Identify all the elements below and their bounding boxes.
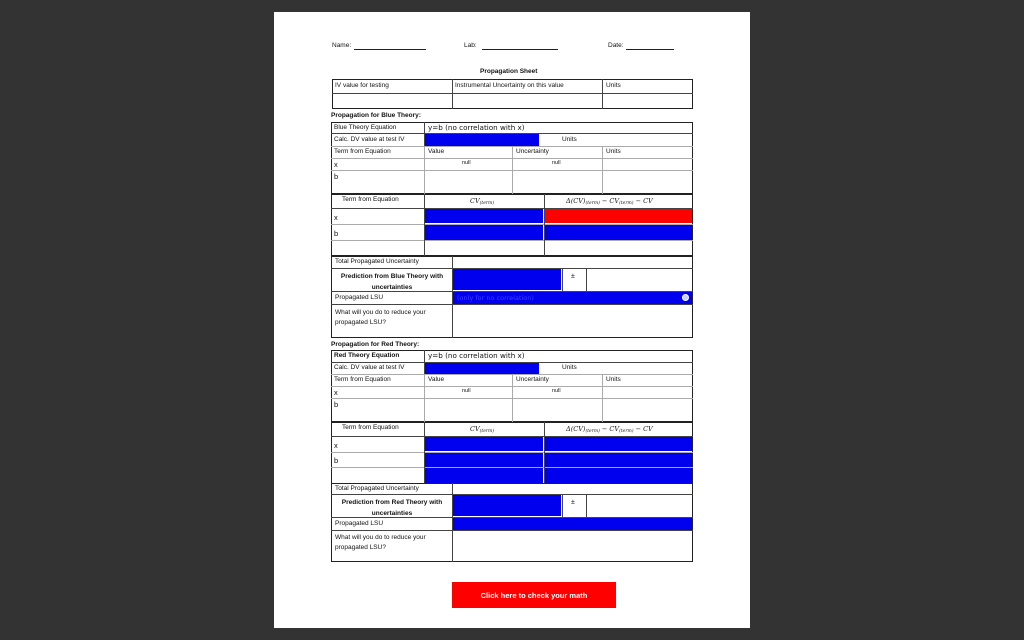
chevron-down-icon[interactable] — [682, 294, 689, 301]
iv-units-input[interactable] — [603, 94, 692, 108]
check-math-button[interactable]: Click here to check your math — [452, 582, 616, 608]
red-delta-cv-x-value[interactable] — [545, 437, 692, 451]
red-section-title: Propagation for Red Theory: — [331, 341, 420, 348]
red-units-header: Units — [606, 376, 621, 383]
iv-value-header: IV value for testing — [335, 82, 389, 89]
instrumental-uncertainty-input[interactable] — [453, 94, 601, 108]
red-reduce-answer[interactable] — [453, 531, 692, 561]
blue-prediction-value[interactable] — [453, 269, 561, 290]
red-delta-cv-header: $\Delta(CV)_{(term)} - CV_{(term)}$ − CV — [566, 425, 653, 434]
red-cv-x: x — [334, 441, 338, 450]
red-propagated-label: Propagated LSU — [335, 520, 384, 527]
blue-x-value[interactable]: null — [462, 160, 471, 166]
red-prediction-label: Prediction from Red Theory with uncertainties — [341, 499, 443, 517]
blue-term-x: x — [334, 160, 338, 169]
blue-cv-b-value[interactable] — [425, 225, 543, 240]
red-x-uncertainty[interactable]: null — [552, 388, 561, 394]
blue-calc-dv-value[interactable] — [425, 134, 539, 146]
sheet-title: Propagation Sheet — [480, 68, 538, 75]
date-field[interactable] — [626, 49, 674, 50]
red-cv-extra-value[interactable] — [425, 468, 543, 483]
blue-cv-x-value[interactable] — [425, 209, 543, 223]
blue-x-uncertainty[interactable]: null — [552, 160, 561, 166]
blue-delta-cv-b-value[interactable] — [545, 225, 692, 240]
lab-label: Lab: — [464, 42, 477, 49]
red-value-header: Value — [428, 376, 445, 383]
blue-calc-units-label: Units — [562, 136, 577, 143]
iv-units-header: Units — [606, 82, 621, 89]
worksheet-page — [274, 12, 750, 628]
iv-value-input[interactable] — [333, 94, 451, 108]
red-term-b: b — [334, 400, 339, 409]
blue-units-header: Units — [606, 148, 621, 155]
red-term-header: Term from Equation — [334, 376, 391, 383]
red-cv-header: $CV_{(term)}$ — [470, 425, 495, 434]
blue-propagated-value: (only for no correlation) — [457, 294, 534, 302]
blue-propagated-label: Propagated LSU — [335, 294, 384, 301]
red-reduce-label: What will you do to reduce your propagated LSU? — [335, 534, 426, 551]
name-field[interactable] — [354, 49, 426, 50]
blue-cv-header: $CV_{(term)}$ — [470, 197, 495, 206]
blue-delta-cv-x-value[interactable] — [545, 209, 692, 223]
red-delta-cv-b-value[interactable] — [545, 453, 692, 467]
date-label: Date: — [608, 42, 624, 49]
blue-uncertainty-header: Uncertainty — [516, 148, 549, 155]
blue-delta-cv-header: $\Delta(CV)_{(term)} - CV_{(term)}$ − CV — [566, 197, 653, 206]
red-equation-label: Red Theory Equation — [334, 352, 400, 359]
red-uncertainty-header: Uncertainty — [516, 376, 549, 383]
red-cv-b-value[interactable] — [425, 453, 543, 467]
red-prediction-value[interactable] — [453, 495, 561, 516]
blue-cv-b: b — [334, 229, 339, 238]
blue-cv-term-header: Term from Equation — [342, 196, 399, 203]
red-total-label: Total Propagated Uncertainty — [335, 485, 419, 492]
blue-term-b: b — [334, 172, 339, 181]
red-cv-x-value[interactable] — [425, 437, 543, 451]
blue-value-header: Value — [428, 148, 445, 155]
blue-prediction-label: Prediction from Blue Theory with uncertainties — [340, 273, 444, 291]
blue-section-title: Propagation for Blue Theory: — [331, 112, 421, 119]
lab-field[interactable] — [482, 49, 558, 50]
red-term-x: x — [334, 388, 338, 397]
blue-calc-dv-label: Calc. DV value at test IV — [334, 136, 405, 143]
instrumental-uncertainty-header: Instrumental Uncertainty on this value — [455, 82, 564, 89]
blue-term-header: Term from Equation — [334, 148, 391, 155]
red-x-value[interactable]: null — [462, 388, 471, 394]
blue-reduce-label: What will you do to reduce your propagated LSU? — [335, 309, 426, 326]
red-calc-dv-label: Calc. DV value at test IV — [334, 364, 405, 371]
blue-cv-x: x — [334, 213, 338, 222]
red-equation-value[interactable]: y=b (no correlation with x) — [428, 351, 525, 360]
red-cv-term-header: Term from Equation — [342, 424, 399, 431]
red-delta-cv-extra-value[interactable] — [545, 468, 692, 483]
red-calc-units-label: Units — [562, 364, 577, 371]
red-propagated-dropdown[interactable] — [453, 518, 692, 530]
blue-equation-label: Blue Theory Equation — [334, 124, 397, 131]
blue-total-label: Total Propagated Uncertainty — [335, 258, 419, 265]
red-cv-b: b — [334, 456, 339, 465]
blue-reduce-answer[interactable] — [453, 305, 692, 337]
red-plus-minus: ± — [571, 499, 575, 506]
red-calc-dv-value[interactable] — [425, 363, 539, 374]
name-label: Name: — [332, 42, 352, 49]
blue-plus-minus: ± — [571, 273, 575, 280]
blue-equation-value[interactable]: y=b (no correlation with x) — [428, 123, 525, 132]
